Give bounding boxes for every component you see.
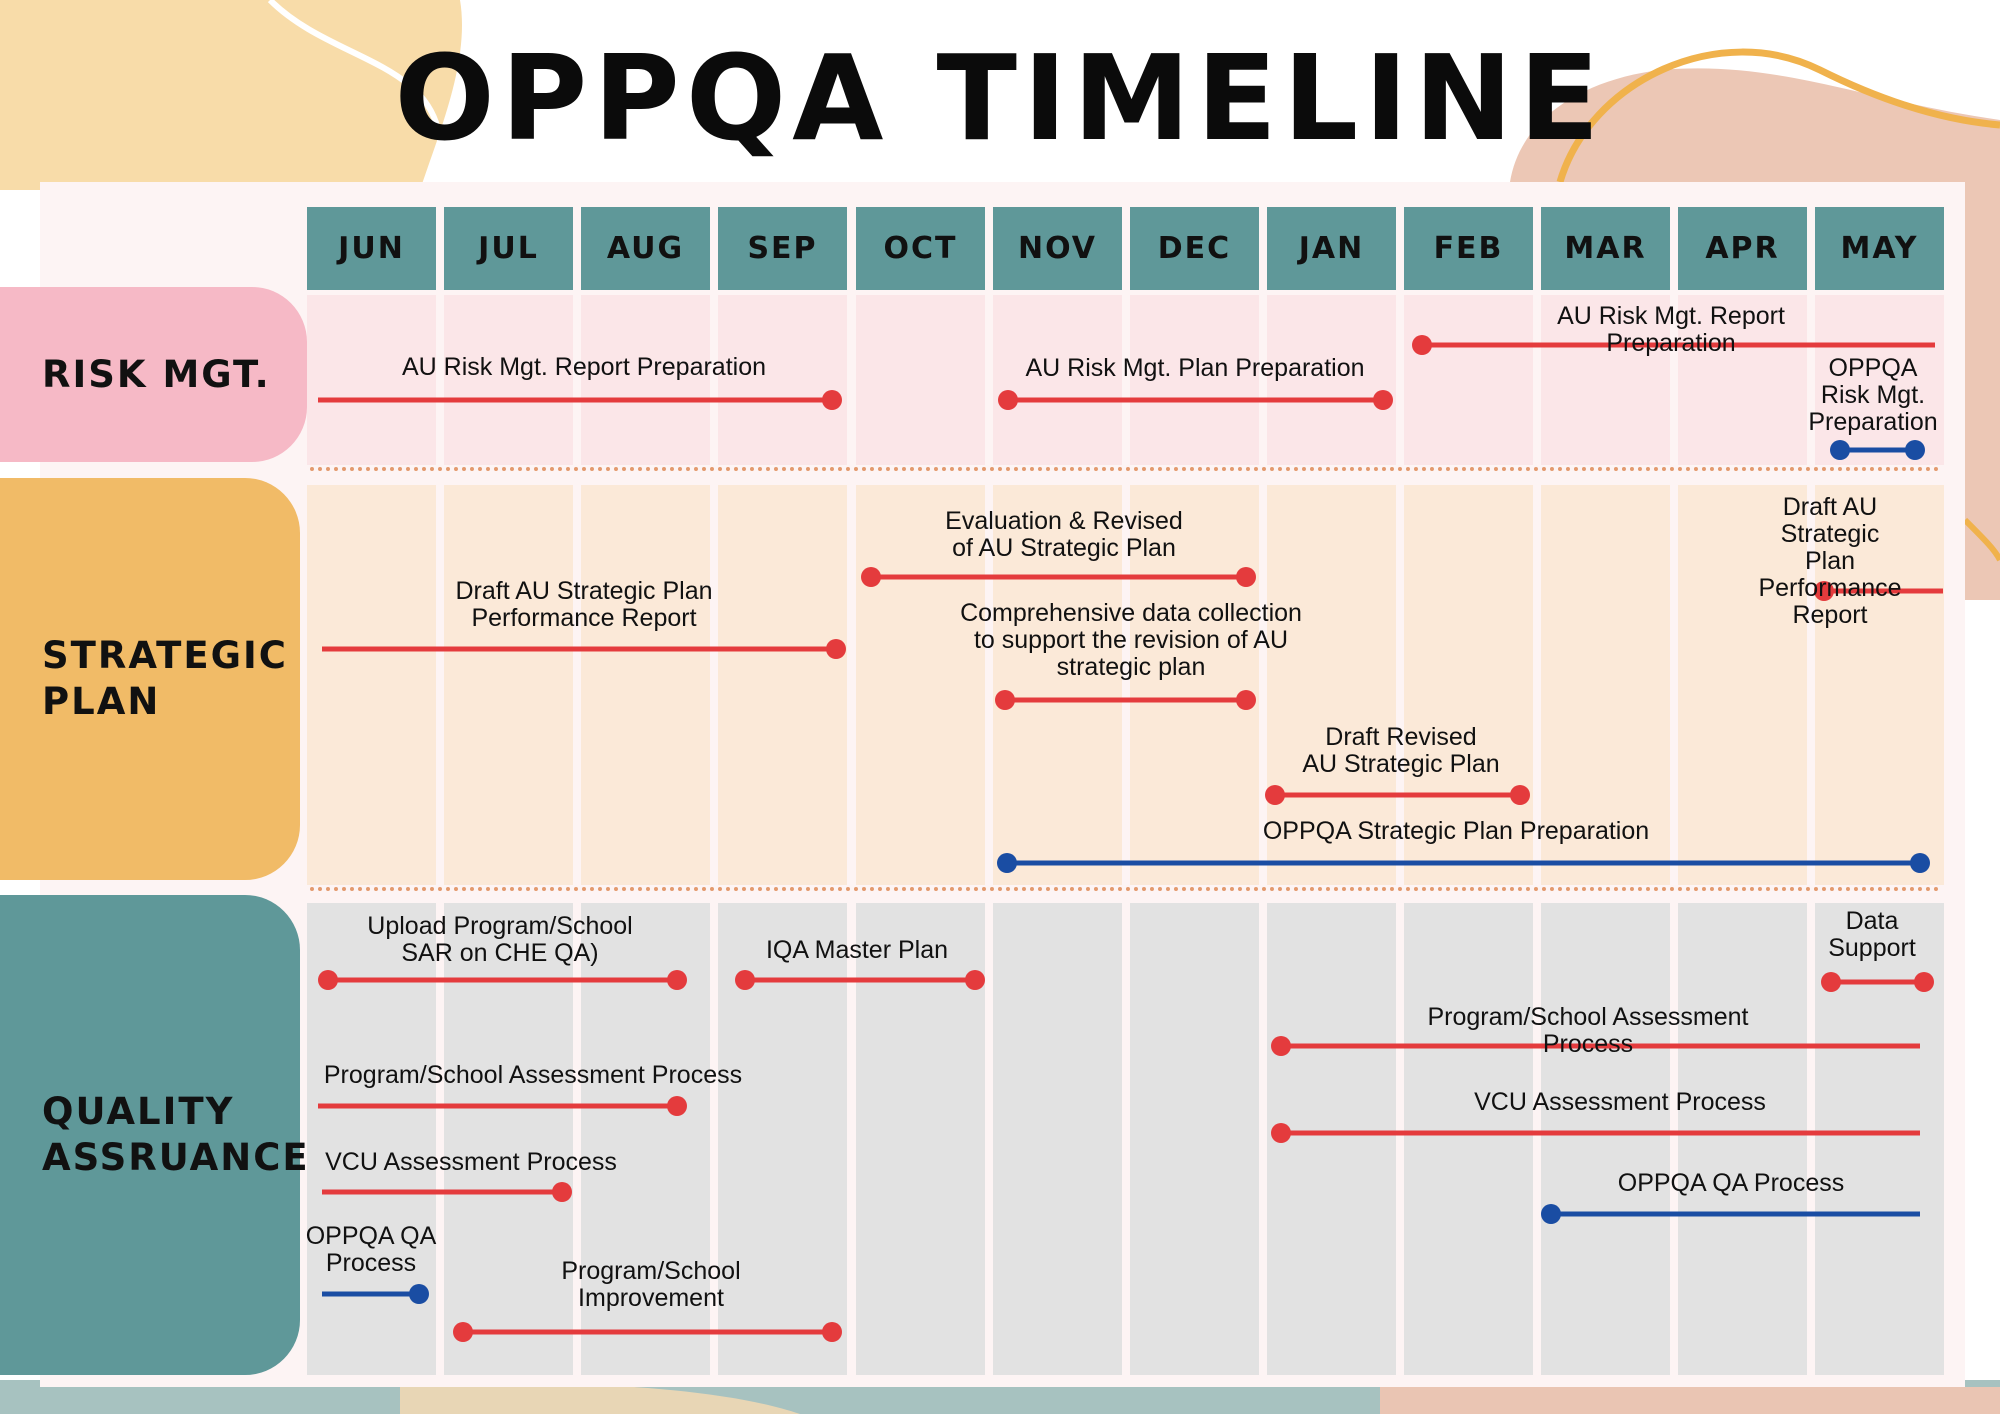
label-oppqa-risk-prep: OPPQA Risk Mgt. Preparation — [1808, 354, 1938, 436]
label-risk-report-prep-2: AU Risk Mgt. Report Preparation — [1557, 302, 1785, 357]
label-draft-au-strategic-1: Draft AU Strategic Plan Performance Report — [455, 577, 713, 632]
bar-evaluation-revised-start-dot — [861, 567, 881, 587]
label-oppqa-qa-process-2: OPPQA QA Process — [1617, 1169, 1845, 1197]
month-header-apr: APR — [1678, 207, 1807, 290]
label-draft-revised: Draft Revised AU Strategic Plan — [1302, 723, 1500, 778]
category-risk-label: RISK MGT. — [42, 352, 271, 396]
label-program-assessment-2: Program/School Assessment Process — [1427, 1003, 1749, 1058]
bar-oppqa-risk-prep-start-dot — [1830, 440, 1850, 460]
bar-iqa-master-plan — [735, 970, 985, 990]
bar-program-assessment-1 — [318, 1096, 687, 1116]
bar-oppqa-risk-prep — [1830, 440, 1925, 460]
bar-vcu-assessment-1-end-dot — [552, 1182, 572, 1202]
bar-oppqa-qa-process-1 — [322, 1284, 429, 1304]
bar-risk-report-prep-1-end-dot — [822, 390, 842, 410]
bar-iqa-master-plan-end-dot — [965, 970, 985, 990]
bar-vcu-assessment-2-start-dot — [1271, 1123, 1291, 1143]
label-data-support: Data Support — [1828, 907, 1916, 962]
label-comprehensive-data: Comprehensive data collection to support the revision of AU strategic plan — [960, 599, 1302, 681]
bar-program-improvement — [453, 1322, 842, 1342]
label-upload-sar: Upload Program/School SAR on CHE QA) — [367, 912, 633, 967]
bar-draft-revised-end-dot — [1510, 785, 1530, 805]
bar-program-improvement-start-dot — [453, 1322, 473, 1342]
month-header-may: MAY — [1815, 207, 1944, 290]
bar-iqa-master-plan-start-dot — [735, 970, 755, 990]
bar-program-assessment-1-end-dot — [667, 1096, 687, 1116]
label-oppqa-qa-process-1: OPPQA QA Process — [305, 1222, 437, 1277]
page-title: OPPQA TIMELINE — [394, 29, 1606, 167]
bar-draft-revised-start-dot — [1265, 785, 1285, 805]
bar-oppqa-qa-process-2 — [1541, 1204, 1920, 1224]
bar-oppqa-qa-process-2-start-dot — [1541, 1204, 1561, 1224]
bar-vcu-assessment-1 — [322, 1182, 572, 1202]
bar-data-support — [1821, 972, 1934, 992]
bar-oppqa-qa-process-1-end-dot — [409, 1284, 429, 1304]
bar-risk-plan-prep-start-dot — [998, 390, 1018, 410]
bar-vcu-assessment-2 — [1271, 1123, 1920, 1143]
bar-upload-sar — [318, 970, 687, 990]
label-risk-report-prep-1: AU Risk Mgt. Report Preparation — [401, 353, 767, 381]
bar-draft-revised — [1265, 785, 1530, 805]
label-draft-au-strategic-2: Draft AU Strategic Plan Performance Report — [1758, 493, 1902, 629]
bar-draft-au-strategic-1-end-dot — [826, 639, 846, 659]
bar-program-improvement-end-dot — [822, 1322, 842, 1342]
month-header-nov: NOV — [993, 207, 1122, 290]
bar-evaluation-revised-end-dot — [1236, 567, 1256, 587]
label-iqa-master-plan: IQA Master Plan — [765, 936, 949, 964]
bar-comprehensive-data-end-dot — [1236, 690, 1256, 710]
label-vcu-assessment-1: VCU Assessment Process — [325, 1148, 617, 1176]
bar-risk-report-prep-1 — [318, 390, 842, 410]
bar-oppqa-strategic-prep-start-dot — [997, 853, 1017, 873]
label-evaluation-revised: Evaluation & Revised of AU Strategic Plan — [945, 507, 1183, 562]
category-quality-label: QUALITY ASSRUANCE — [42, 1090, 310, 1179]
bar-oppqa-risk-prep-end-dot — [1905, 440, 1925, 460]
month-header-feb: FEB — [1404, 207, 1533, 290]
label-vcu-assessment-2: VCU Assessment Process — [1474, 1088, 1766, 1116]
bar-evaluation-revised — [861, 567, 1256, 587]
bar-oppqa-strategic-prep-end-dot — [1910, 853, 1930, 873]
bar-data-support-end-dot — [1914, 972, 1934, 992]
month-header-sep: SEP — [718, 207, 847, 290]
bar-risk-plan-prep — [998, 390, 1393, 410]
month-header-dec: DEC — [1130, 207, 1259, 290]
label-program-assessment-1: Program/School Assessment Process — [323, 1061, 743, 1089]
label-oppqa-strategic-prep: OPPQA Strategic Plan Preparation — [1262, 817, 1650, 845]
bar-comprehensive-data — [995, 690, 1256, 710]
month-header-jun: JUN — [307, 207, 436, 290]
bar-program-assessment-2-start-dot — [1271, 1036, 1291, 1056]
bar-upload-sar-start-dot — [318, 970, 338, 990]
bar-draft-au-strategic-1 — [322, 639, 846, 659]
bar-risk-report-prep-2-start-dot — [1412, 335, 1432, 355]
bar-upload-sar-end-dot — [667, 970, 687, 990]
label-risk-plan-prep: AU Risk Mgt. Plan Preparation — [1025, 354, 1365, 382]
month-header-oct: OCT — [856, 207, 985, 290]
category-strategic-label: STRATEGIC PLAN — [42, 634, 288, 723]
bar-risk-plan-prep-end-dot — [1373, 390, 1393, 410]
month-header-mar: MAR — [1541, 207, 1670, 290]
month-header-jul: JUL — [444, 207, 573, 290]
bar-comprehensive-data-start-dot — [995, 690, 1015, 710]
label-program-improvement: Program/School Improvement — [561, 1257, 741, 1312]
bar-oppqa-strategic-prep — [997, 853, 1930, 873]
month-header-jan: JAN — [1267, 207, 1396, 290]
bar-data-support-start-dot — [1821, 972, 1841, 992]
month-header-aug: AUG — [581, 207, 710, 290]
